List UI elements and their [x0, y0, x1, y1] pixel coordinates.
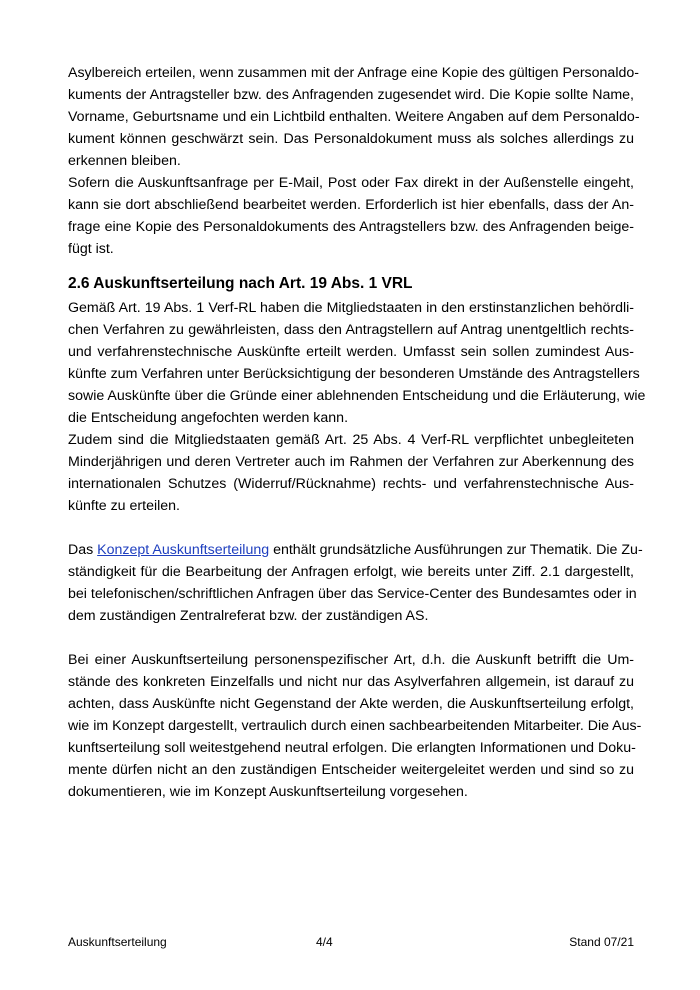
text-line: künfte zum Verfahren unter Berücksichtigung der besonderen Umstände des Antragstellers — [68, 366, 640, 382]
text-line: chen Verfahren zu gewährleisten, dass den Antragstellern auf Antrag unentgeltlich rechts- — [68, 322, 634, 338]
paragraph-concept — [68, 539, 643, 627]
text-line: wie im Konzept dargestellt, vertraulich durch einen sachbearbeitenden Mitarbeiter. Die Aus- — [68, 718, 642, 734]
text-line: kunftserteilung soll weitestgehend neutral erfolgen. Die erlangten Informationen und Doku- — [68, 740, 636, 756]
text-fragment: Das — [68, 542, 98, 558]
text-line: Zudem sind die Mitgliedstaaten gemäß Art. 25 Abs. 4 Verf-RL verpflichtet unbegleiteten — [68, 432, 634, 448]
paragraph-personal-info — [68, 649, 642, 803]
text-line: sowie Auskünfte über die Gründe einer ablehnenden Entscheidung und die Erläuterung, wie — [68, 388, 646, 404]
text-line: Bei einer Auskunftserteilung personenspezifischer Art, d.h. die Auskunft betrifft die Um- — [68, 652, 634, 668]
paragraph-branch-office — [68, 172, 634, 260]
footer-version-date: Stand 07/21 — [569, 935, 634, 949]
text-line: die Entscheidung angefochten werden kann. — [68, 410, 349, 426]
text-line: kann sie dort abschließend bearbeitet werden. Erforderlich ist hier ebenfalls, dass der An- — [68, 197, 634, 213]
section-heading: 2.6 Auskunftserteilung nach Art. 19 Abs. 1 VRL — [68, 275, 413, 292]
footer-page-number: 4/4 — [316, 935, 333, 949]
text-line: mente dürfen nicht an den zuständigen Entscheider weitergeleitet werden und sind so zu — [68, 762, 634, 778]
text-line: Gemäß Art. 19 Abs. 1 Verf-RL haben die Mitgliedstaaten in den erstinstanzlichen behördli- — [68, 300, 634, 316]
text-line: kument können geschwärzt sein. Das Personaldokument muss als solches allerdings zu — [68, 131, 634, 147]
text-fragment: enthält grundsätzliche Ausführungen zur Thematik. Die Zu- — [269, 542, 643, 558]
paragraph-identity-copy — [68, 62, 640, 172]
text-line: fügt ist. — [68, 241, 114, 257]
paragraph-art-19 — [68, 297, 646, 429]
text-line: Vorname, Geburtsname und ein Lichtbild enthalten. Weitere Angaben auf dem Personaldo- — [68, 109, 640, 125]
text-line: Minderjährigen und deren Vertreter auch im Rahmen der Verfahren zur Aberkennung des — [68, 454, 634, 470]
text-line: erkennen bleiben. — [68, 153, 181, 169]
text-line: dem zuständigen Zentralreferat bzw. der zuständigen AS. — [68, 608, 429, 624]
paragraph-art-25 — [68, 429, 634, 517]
text-line: Sofern die Auskunftsanfrage per E-Mail, Post oder Fax direkt in der Außenstelle eingeht, — [68, 175, 634, 191]
text-line: stände des konkreten Einzelfalls und nicht nur das Asylverfahren allgemein, ist darauf zu — [68, 674, 634, 690]
text-line: bei telefonischen/schriftlichen Anfragen über das Service-Center des Bundesamtes oder in — [68, 586, 637, 602]
text-line: achten, dass Auskünfte nicht Gegenstand der Akte werden, die Auskunftserteilung erfolgt, — [68, 696, 634, 712]
text-line: kuments der Antragsteller bzw. des Anfragenden zugesendet wird. Die Kopie sollte Name, — [68, 87, 634, 103]
text-line: ständigkeit für die Bearbeitung der Anfragen erfolgt, wie bereits unter Ziff. 2.1 dargestellt, — [68, 564, 634, 580]
text-line: dokumentieren, wie im Konzept Auskunftserteilung vorgesehen. — [68, 784, 468, 800]
document-body — [68, 62, 646, 803]
text-line: frage eine Kopie des Personaldokuments des Antragstellers bzw. des Anfragenden beige- — [68, 219, 634, 235]
concept-link[interactable]: Konzept Auskunftserteilung — [97, 542, 270, 558]
paragraph-spacer — [68, 627, 634, 649]
text-line: Asylbereich erteilen, wenn zusammen mit der Anfrage eine Kopie des gültigen Personaldo- — [68, 65, 639, 81]
text-line: künfte zu erteilen. — [68, 498, 180, 514]
text-line: und verfahrenstechnische Auskünfte erteilt werden. Umfasst sein sollen zumindest Aus- — [68, 344, 634, 360]
footer-document-title: Auskunftserteilung — [68, 935, 167, 949]
paragraph-spacer — [68, 517, 634, 539]
text-line — [68, 539, 643, 561]
text-line: internationalen Schutzes (Widerruf/Rücknahme) rechts- und verfahrenstechnische Aus- — [68, 476, 634, 492]
